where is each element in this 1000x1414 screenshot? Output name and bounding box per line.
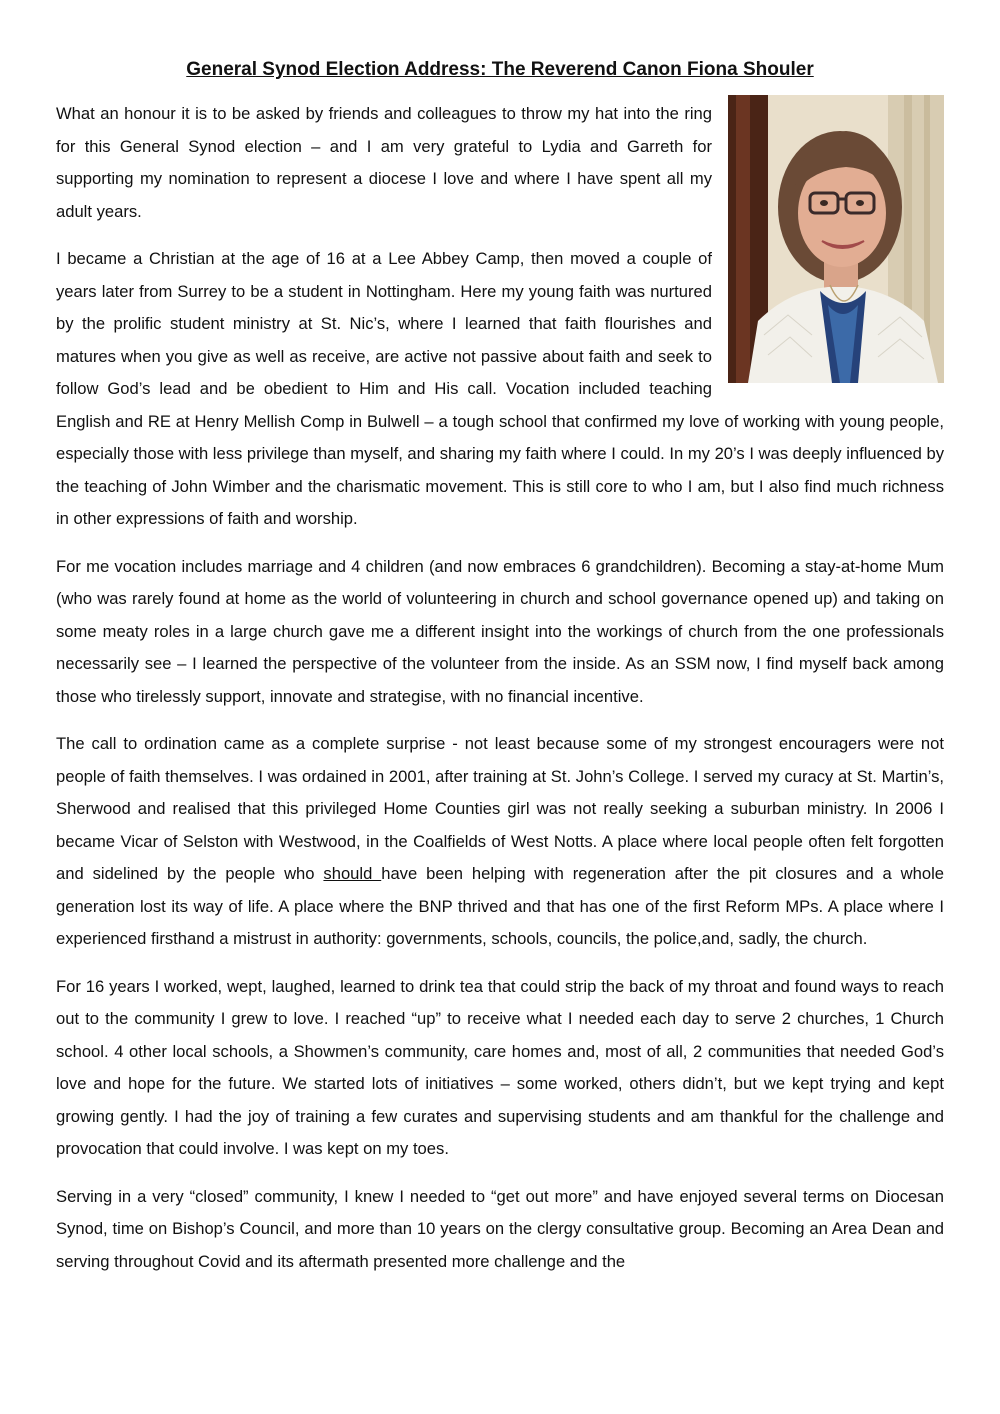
portrait-illustration — [728, 95, 944, 383]
portrait-photo — [728, 95, 944, 383]
paragraph-4 — [56, 728, 944, 956]
paragraph-1: What an honour it is to be asked by friends and colleagues to throw my hat into the ring for this General Synod election – and I am very grateful to Lydia and Garreth for supporting my nomination to represent a diocese I love and where I have spent all my adult years. — [56, 104, 712, 221]
paragraph-6: Serving in a very “closed” community, I knew I needed to “get out more” and have enjoyed several terms on Diocesan Synod, time on Bishop’s Council, and more than 10 years on the clergy consultative group. Becoming an Area Dean and serving throughout Covid and its aftermath presented more challenge and the — [56, 1186, 944, 1271]
paragraph-4-text-after: have been helping with regeneration after the pit closures and a whole generation lost its way of life. A place where the BNP thrived and that has one of the first Reform MPs. A place where I experienced firsthand a mistrust in authority: governments, schools, councils, the police,and, sadly, the church. — [56, 864, 945, 948]
paragraph-5: For 16 years I worked, wept, laughed, learned to drink tea that could strip the back of my throat and found ways to reach out to the community I grew to love. I reached “up” to receive what I needed each day to serve 2 churches, 1 Church school. 4 other local schools, a Showmen’s community, care homes and, most of all, 2 communities that needed God’s love and hope for the future. We started lots of initiatives – some worked, others didn’t, but we kept trying and kept growing gently. I had the joy of training a few curates and supervising students and am thankful for the challenge and provocation that could involve. I was kept on my toes. — [56, 976, 944, 1158]
paragraph-4-text-before: The call to ordination came as a complete surprise - not least because some of my strongest encouragers were not people of faith themselves. I was ordained in 2001, after training at St. John’s College. I served my curacy at St. Martin’s, Sherwood and realised that this privileged Home Counties girl was not really seeking a suburban ministry. In 2006 I became Vicar of Selston with Westwood, in the Coalfields of West Notts. A place where local people often felt forgotten and sidelined by the people who — [56, 734, 944, 883]
paragraph-2: I became a Christian at the age of 16 at a Lee Abbey Camp, then moved a couple of years later from Surrey to be a student in Nottingham. Here my young faith was nurtured by the prolific student ministry at St. Nic’s, where I learned that faith flourishes and matures when you give as well as receive, are active not passive about faith and seek to follow God’s lead and be obedient to Him and His call. Vocation included teaching English and RE at Henry Mellish Comp in Bulwell – a tough school that confirmed my love of working with young people, especially those with less privilege than myself, and sharing my faith where I could. In my 20’s I was deeply influenced by the teaching of John Wimber and the charismatic movement. This is still core to who I am, but I also find much richness in other expressions of faith and worship. — [56, 249, 944, 528]
document-title: General Synod Election Address: The Reverend Canon Fiona Shouler — [186, 59, 814, 80]
document-page — [56, 58, 944, 1293]
paragraph-4-underlined: should — [323, 864, 382, 883]
paragraph-3: For me vocation includes marriage and 4 children (and now embraces 6 grandchildren). Becoming a stay-at-home Mum (who was rarely found at home as the world of volunteering in church and school governance opened up) and taking on some meaty roles in a large church gave me a different insight into the workings of church from the one professionals necessarily see – I learned the perspective of the volunteer from the inside. As an SSM now, I find myself back among those who tirelessly support, innovate and strategise, with no financial incentive. — [56, 556, 944, 706]
